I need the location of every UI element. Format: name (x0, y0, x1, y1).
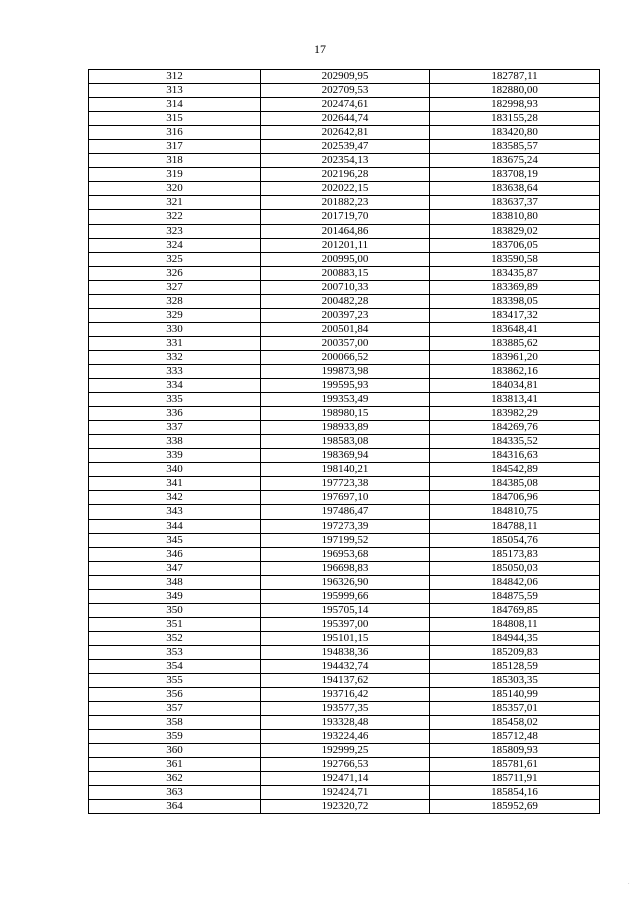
table-row (89, 491, 600, 505)
x-coordinate-cell: 199353,49 (261, 393, 430, 407)
x-coordinate-cell: 201464,86 (261, 224, 430, 238)
y-coordinate-cell: 182787,11 (430, 70, 600, 84)
x-coordinate-cell: 192999,25 (261, 744, 430, 758)
y-coordinate-cell: 183885,62 (430, 336, 600, 350)
point-number-cell: 364 (89, 800, 261, 814)
point-number-cell: 316 (89, 126, 261, 140)
y-coordinate-cell: 183420,80 (430, 126, 600, 140)
table-row (89, 505, 600, 519)
y-coordinate-cell: 185050,03 (430, 561, 600, 575)
point-number-cell: 318 (89, 154, 261, 168)
table-row (89, 308, 600, 322)
point-number-cell: 362 (89, 772, 261, 786)
x-coordinate-cell: 200710,33 (261, 280, 430, 294)
y-coordinate-cell: 183585,57 (430, 140, 600, 154)
table-row (89, 168, 600, 182)
y-coordinate-cell: 182880,00 (430, 84, 600, 98)
y-coordinate-cell: 183590,58 (430, 252, 600, 266)
x-coordinate-cell: 200066,52 (261, 350, 430, 364)
point-number-cell: 363 (89, 786, 261, 800)
x-coordinate-cell: 200397,23 (261, 308, 430, 322)
table-row (89, 98, 600, 112)
point-number-cell: 357 (89, 702, 261, 716)
y-coordinate-cell: 183417,32 (430, 308, 600, 322)
x-coordinate-cell: 195999,66 (261, 589, 430, 603)
table-row (89, 575, 600, 589)
point-number-cell: 315 (89, 112, 261, 126)
table-row (89, 336, 600, 350)
x-coordinate-cell: 202539,47 (261, 140, 430, 154)
x-coordinate-cell: 198583,08 (261, 435, 430, 449)
y-coordinate-cell: 184842,06 (430, 575, 600, 589)
point-number-cell: 340 (89, 463, 261, 477)
table-row (89, 603, 600, 617)
point-number-cell: 332 (89, 350, 261, 364)
point-number-cell: 346 (89, 547, 261, 561)
x-coordinate-cell: 197723,38 (261, 477, 430, 491)
table-row (89, 421, 600, 435)
point-number-cell: 349 (89, 589, 261, 603)
x-coordinate-cell: 192424,71 (261, 786, 430, 800)
y-coordinate-cell: 184269,76 (430, 421, 600, 435)
y-coordinate-cell: 182998,93 (430, 98, 600, 112)
point-number-cell: 348 (89, 575, 261, 589)
y-coordinate-cell: 185173,83 (430, 547, 600, 561)
point-number-cell: 339 (89, 449, 261, 463)
point-number-cell: 353 (89, 645, 261, 659)
y-coordinate-cell: 184335,52 (430, 435, 600, 449)
x-coordinate-cell: 199873,98 (261, 364, 430, 378)
y-coordinate-cell: 183155,28 (430, 112, 600, 126)
x-coordinate-cell: 199595,93 (261, 379, 430, 393)
table-row (89, 182, 600, 196)
table-row (89, 659, 600, 673)
y-coordinate-cell: 184769,85 (430, 603, 600, 617)
point-number-cell: 333 (89, 364, 261, 378)
x-coordinate-cell: 197199,52 (261, 533, 430, 547)
y-coordinate-cell: 184808,11 (430, 617, 600, 631)
y-coordinate-cell: 183813,41 (430, 393, 600, 407)
x-coordinate-cell: 202642,81 (261, 126, 430, 140)
y-coordinate-cell: 185140,99 (430, 688, 600, 702)
y-coordinate-cell: 185458,02 (430, 716, 600, 730)
y-coordinate-cell: 183637,37 (430, 196, 600, 210)
y-coordinate-cell: 185781,61 (430, 758, 600, 772)
point-number-cell: 341 (89, 477, 261, 491)
table-row (89, 126, 600, 140)
y-coordinate-cell: 184810,75 (430, 505, 600, 519)
point-number-cell: 336 (89, 407, 261, 421)
table-row (89, 112, 600, 126)
x-coordinate-cell: 202709,53 (261, 84, 430, 98)
y-coordinate-cell: 184875,59 (430, 589, 600, 603)
table-row (89, 533, 600, 547)
x-coordinate-cell: 194838,36 (261, 645, 430, 659)
table-row (89, 716, 600, 730)
x-coordinate-cell: 201201,11 (261, 238, 430, 252)
table-row (89, 772, 600, 786)
point-number-cell: 337 (89, 421, 261, 435)
y-coordinate-cell: 183982,29 (430, 407, 600, 421)
point-number-cell: 325 (89, 252, 261, 266)
point-number-cell: 329 (89, 308, 261, 322)
point-number-cell: 334 (89, 379, 261, 393)
table-row (89, 477, 600, 491)
x-coordinate-cell: 198933,89 (261, 421, 430, 435)
point-number-cell: 319 (89, 168, 261, 182)
table-row (89, 688, 600, 702)
table-row (89, 238, 600, 252)
y-coordinate-cell: 185712,48 (430, 730, 600, 744)
table-row (89, 322, 600, 336)
x-coordinate-cell: 198140,21 (261, 463, 430, 477)
table-row (89, 702, 600, 716)
table-row (89, 70, 600, 84)
point-number-cell: 344 (89, 519, 261, 533)
point-number-cell: 323 (89, 224, 261, 238)
x-coordinate-cell: 192471,14 (261, 772, 430, 786)
point-number-cell: 360 (89, 744, 261, 758)
table-row (89, 196, 600, 210)
point-number-cell: 352 (89, 631, 261, 645)
table-row (89, 210, 600, 224)
y-coordinate-cell: 184316,63 (430, 449, 600, 463)
x-coordinate-cell: 193577,35 (261, 702, 430, 716)
x-coordinate-cell: 195101,15 (261, 631, 430, 645)
point-number-cell: 327 (89, 280, 261, 294)
page-number: 17 (314, 42, 326, 56)
table-row (89, 631, 600, 645)
x-coordinate-cell: 200357,00 (261, 336, 430, 350)
x-coordinate-cell: 192766,53 (261, 758, 430, 772)
table-row (89, 674, 600, 688)
point-number-cell: 343 (89, 505, 261, 519)
x-coordinate-cell: 202354,13 (261, 154, 430, 168)
x-coordinate-cell: 193328,48 (261, 716, 430, 730)
table-row (89, 379, 600, 393)
y-coordinate-cell: 184706,96 (430, 491, 600, 505)
table-row (89, 561, 600, 575)
y-coordinate-cell: 185854,16 (430, 786, 600, 800)
table-row (89, 758, 600, 772)
table-row (89, 519, 600, 533)
point-number-cell: 335 (89, 393, 261, 407)
point-number-cell: 345 (89, 533, 261, 547)
y-coordinate-cell: 183675,24 (430, 154, 600, 168)
point-number-cell: 326 (89, 266, 261, 280)
table-row (89, 280, 600, 294)
y-coordinate-cell: 184788,11 (430, 519, 600, 533)
y-coordinate-cell: 185303,35 (430, 674, 600, 688)
table-row (89, 266, 600, 280)
y-coordinate-cell: 183862,16 (430, 364, 600, 378)
point-number-cell: 322 (89, 210, 261, 224)
table-row (89, 294, 600, 308)
x-coordinate-cell: 193716,42 (261, 688, 430, 702)
table-row (89, 547, 600, 561)
table-row (89, 617, 600, 631)
y-coordinate-cell: 185952,69 (430, 800, 600, 814)
x-coordinate-cell: 202022,15 (261, 182, 430, 196)
y-coordinate-cell: 185711,91 (430, 772, 600, 786)
y-coordinate-cell: 185128,59 (430, 659, 600, 673)
x-coordinate-cell: 198980,15 (261, 407, 430, 421)
table-row (89, 786, 600, 800)
x-coordinate-cell: 200482,28 (261, 294, 430, 308)
point-number-cell: 328 (89, 294, 261, 308)
x-coordinate-cell: 195705,14 (261, 603, 430, 617)
point-number-cell: 347 (89, 561, 261, 575)
point-number-cell: 314 (89, 98, 261, 112)
point-number-cell: 358 (89, 716, 261, 730)
point-number-cell: 351 (89, 617, 261, 631)
y-coordinate-cell: 184944,35 (430, 631, 600, 645)
y-coordinate-cell: 183829,02 (430, 224, 600, 238)
y-coordinate-cell: 183398,05 (430, 294, 600, 308)
point-number-cell: 342 (89, 491, 261, 505)
table-row (89, 407, 600, 421)
x-coordinate-cell: 197697,10 (261, 491, 430, 505)
x-coordinate-cell: 200501,84 (261, 322, 430, 336)
point-number-cell: 331 (89, 336, 261, 350)
y-coordinate-cell: 183638,64 (430, 182, 600, 196)
table-row (89, 350, 600, 364)
table-row (89, 84, 600, 98)
x-coordinate-cell: 202644,74 (261, 112, 430, 126)
x-coordinate-cell: 195397,00 (261, 617, 430, 631)
x-coordinate-cell: 194137,62 (261, 674, 430, 688)
x-coordinate-cell: 196698,83 (261, 561, 430, 575)
point-number-cell: 350 (89, 603, 261, 617)
y-coordinate-cell: 183648,41 (430, 322, 600, 336)
point-number-cell: 320 (89, 182, 261, 196)
point-number-cell: 324 (89, 238, 261, 252)
table-row (89, 435, 600, 449)
table-row (89, 800, 600, 814)
point-number-cell: 312 (89, 70, 261, 84)
coordinates-table (88, 69, 600, 814)
table-row (89, 224, 600, 238)
point-number-cell: 317 (89, 140, 261, 154)
table-row (89, 393, 600, 407)
table-row (89, 154, 600, 168)
table-row (89, 589, 600, 603)
table-row (89, 140, 600, 154)
table-row (89, 744, 600, 758)
y-coordinate-cell: 183435,87 (430, 266, 600, 280)
x-coordinate-cell: 194432,74 (261, 659, 430, 673)
point-number-cell: 338 (89, 435, 261, 449)
y-coordinate-cell: 183369,89 (430, 280, 600, 294)
table-row (89, 364, 600, 378)
point-number-cell: 361 (89, 758, 261, 772)
table-row (89, 449, 600, 463)
y-coordinate-cell: 183706,05 (430, 238, 600, 252)
margin-mark: . (628, 880, 630, 886)
y-coordinate-cell: 184034,81 (430, 379, 600, 393)
x-coordinate-cell: 196953,68 (261, 547, 430, 561)
table-row (89, 463, 600, 477)
point-number-cell: 354 (89, 659, 261, 673)
table-row (89, 730, 600, 744)
x-coordinate-cell: 201882,23 (261, 196, 430, 210)
x-coordinate-cell: 200883,15 (261, 266, 430, 280)
point-number-cell: 359 (89, 730, 261, 744)
x-coordinate-cell: 196326,90 (261, 575, 430, 589)
x-coordinate-cell: 202196,28 (261, 168, 430, 182)
x-coordinate-cell: 202474,61 (261, 98, 430, 112)
point-number-cell: 330 (89, 322, 261, 336)
y-coordinate-cell: 184385,08 (430, 477, 600, 491)
y-coordinate-cell: 184542,89 (430, 463, 600, 477)
point-number-cell: 356 (89, 688, 261, 702)
x-coordinate-cell: 200995,00 (261, 252, 430, 266)
x-coordinate-cell: 197486,47 (261, 505, 430, 519)
x-coordinate-cell: 202909,95 (261, 70, 430, 84)
y-coordinate-cell: 185054,76 (430, 533, 600, 547)
table-row (89, 252, 600, 266)
point-number-cell: 355 (89, 674, 261, 688)
coordinates-table-body (89, 70, 600, 814)
point-number-cell: 321 (89, 196, 261, 210)
y-coordinate-cell: 185209,83 (430, 645, 600, 659)
y-coordinate-cell: 183810,80 (430, 210, 600, 224)
x-coordinate-cell: 193224,46 (261, 730, 430, 744)
y-coordinate-cell: 183708,19 (430, 168, 600, 182)
y-coordinate-cell: 185357,01 (430, 702, 600, 716)
x-coordinate-cell: 192320,72 (261, 800, 430, 814)
y-coordinate-cell: 183961,20 (430, 350, 600, 364)
point-number-cell: 313 (89, 84, 261, 98)
x-coordinate-cell: 201719,70 (261, 210, 430, 224)
y-coordinate-cell: 185809,93 (430, 744, 600, 758)
x-coordinate-cell: 197273,39 (261, 519, 430, 533)
table-row (89, 645, 600, 659)
x-coordinate-cell: 198369,94 (261, 449, 430, 463)
